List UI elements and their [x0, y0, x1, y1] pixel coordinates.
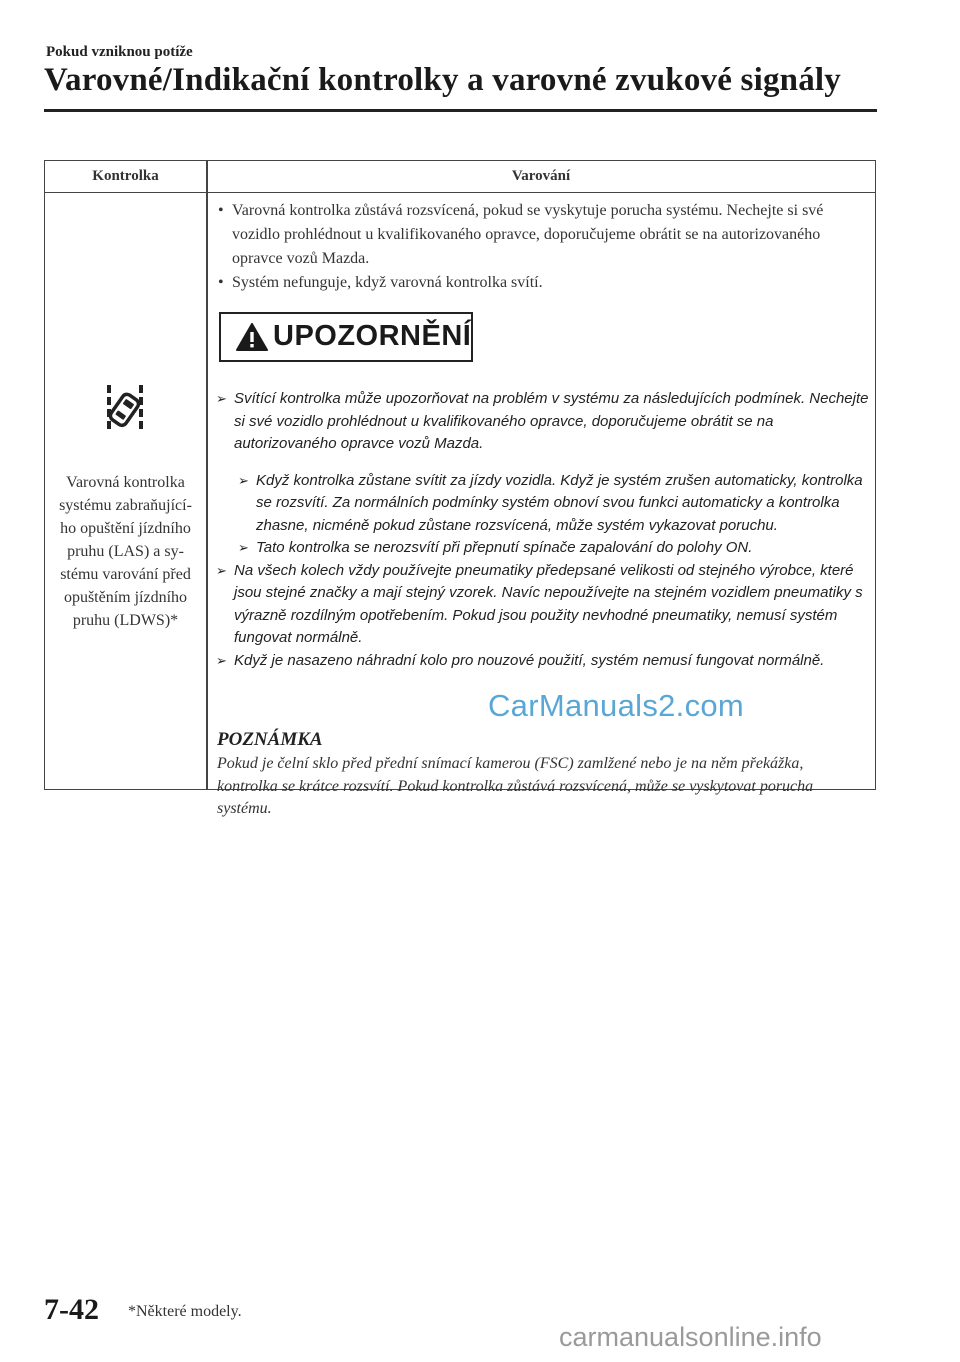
- footer-watermark: carmanualsonline.info: [559, 1322, 822, 1352]
- page-number: 7-42: [44, 1293, 99, 1326]
- caution-subitem: [216, 470, 876, 538]
- caution-banner: [219, 312, 473, 362]
- arrow-bullet-icon: ➢: [216, 562, 227, 578]
- caption-line: systému zabraňující-: [59, 497, 192, 514]
- watermark-logo: CarManuals2.com: [488, 688, 745, 723]
- indicator-cell: [45, 193, 206, 789]
- caution-item: [216, 388, 876, 456]
- bullet-dot-icon: •: [218, 274, 224, 291]
- section-label: Pokud vzniknou potíže: [46, 44, 193, 60]
- caution-item: [216, 560, 876, 650]
- warning-bullets: [218, 199, 868, 295]
- arrow-bullet-icon: ➢: [216, 652, 227, 668]
- arrow-bullet-icon: ➢: [238, 472, 249, 488]
- caption-line: pruhu (LAS) a sy-: [67, 543, 184, 560]
- caution-list: [216, 388, 876, 672]
- arrow-bullet-icon: ➢: [238, 540, 249, 555]
- caution-text: Když kontrolka zůstane svítit za jízdy vozidla. Když je systém zrušen automaticky, kontrolka se rozsvítí. Za normálních podmínky systém obnoví svou funkci automaticky a kontrolka zhasne, nicméně pokud zůstane rozsvícená, může systém vykazovat poruchu.: [256, 471, 863, 534]
- lane-departure-icon: [101, 383, 149, 431]
- caption-line: opuštěním jízdního: [63, 589, 188, 606]
- bullet-item: [218, 271, 868, 295]
- caution-text: Tato kontrolka se nerozsvítí při přepnutí spínače zapalování do polohy ON.: [256, 539, 753, 556]
- indicator-caption: [45, 471, 206, 632]
- caption-line: stému varování před: [60, 566, 191, 583]
- note-text: Pokud je čelní sklo před přední snímací kamerou (FSC) zamlžené nebo je na něm překážka, kontrolka se krátce rozsvítí. Pokud kontrolka zůstává rozsvícená, může se vyskytovat porucha systému.: [217, 755, 814, 817]
- caption-line: Varovná kontrolka: [66, 474, 185, 491]
- bullet-text: Systém nefunguje, když varovná kontrolka svítí.: [232, 274, 543, 291]
- note-title: POZNÁMKA: [217, 729, 323, 750]
- title-divider: [44, 109, 877, 112]
- caution-text: Když je nasazeno náhradní kolo pro nouzové použití, systém nemusí fungovat normálně.: [234, 651, 825, 669]
- caution-text: Svítící kontrolka může upozorňovat na problém v systému za následujících podmínek. Nechejte si své vozidlo prohlédnout u kvalifikovaného opravce, doporučujeme obrátit se na autorizovaného opravce vozů Mazda.: [234, 390, 869, 452]
- arrow-bullet-icon: ➢: [216, 391, 227, 406]
- caption-line: pruhu (LDWS)*: [72, 612, 179, 629]
- caution-subitem: [216, 537, 876, 560]
- page-title: Varovné/Indikační kontrolky a varovné zvukové signály: [44, 62, 841, 98]
- caption-line: ho opuštění jízdního: [60, 520, 191, 537]
- bullet-dot-icon: •: [218, 202, 224, 219]
- column-header-indicator: Kontrolka: [92, 168, 159, 184]
- footnote: *Některé modely.: [128, 1303, 242, 1320]
- caution-text: Na všech kolech vždy používejte pneumatiky předepsané velikosti od stejného výrobce, které jsou stejné značky a mají stejný vzorek. Navíc nepoužívejte na stejném vozidlem pneumatiky s výrazně rozdílným opotřebením. Pokud jsou použity nevhodné pneumatiky, nemusí systém fungovat normálně.: [234, 561, 863, 646]
- caution-label: UPOZORNĚNÍ: [273, 320, 472, 352]
- caution-item: [216, 650, 876, 673]
- bullet-item: [218, 199, 868, 271]
- warning-table: [44, 160, 876, 817]
- bullet-text: Varovná kontrolka zůstává rozsvícená, pokud se vyskytuje porucha systému. Nechejte si své vozidlo prohlédnout u kvalifikovaného opravce, doporučujeme obrátit se na autorizovaného opravce vozů Mazda.: [232, 202, 824, 267]
- table-header-row: [45, 161, 875, 193]
- warning-triangle-icon: [235, 322, 269, 352]
- column-header-warning: Varování: [511, 168, 571, 184]
